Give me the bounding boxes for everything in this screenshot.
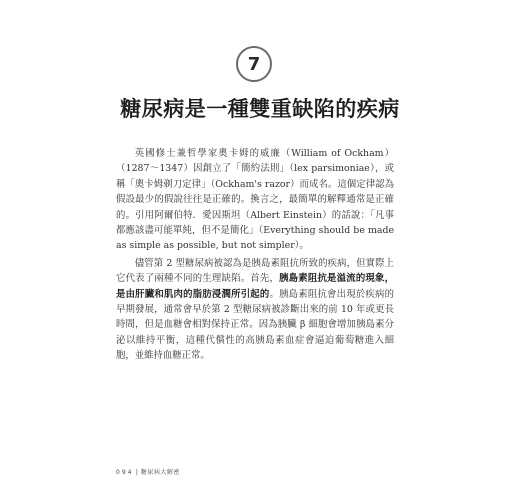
chapter-number-badge: [236, 46, 272, 82]
chapter-number: 7: [247, 53, 261, 75]
paragraph-2-emphasis: 胰島素阻抗是溢流的現象，是由肝臟和肌肉的脂肪浸潤所引起的: [116, 273, 394, 300]
page-footer: [116, 467, 180, 476]
paragraph-1: 英國修士兼哲學家奧卡姆的威廉（William of Ockham）（1287～1347）因創立了「簡約法則」（lex parsimoniae），或稱「奧卡姆剃刀定律」（Ockham's razor）而成名。這個定律認為假設最少的假說往往是正確的。換言之，最簡單的解釋通常是正確的。引用阿爾伯特．愛因斯坦（Albert Einstein）的話說：「凡事都應該盡可能單純，但不是簡化」（Everything should be made as simple as possible, but not simpler）。: [116, 148, 394, 252]
paragraph-2: [116, 256, 394, 364]
body-text: [116, 146, 394, 366]
footer-separator: |: [135, 469, 139, 476]
book-title: 糖尿病大解密: [140, 469, 180, 476]
chapter-title: 糖尿病是一種雙重缺陷的疾病: [120, 97, 400, 121]
paragraph-2-text-b: 。胰島素阻抗會出現於疾病的早期發展，通常會早於第 2 型糖尿病被診斷出來的前 10 年或更長時間，但是血糖會相對保持正常。因為胰臟 β 細胞會增加胰島素分泌以維持平衡，這種代償性的高胰島素血症會逼迫葡萄糖進入細胞，並維持血糖正常。: [116, 288, 394, 362]
page-number: 094: [116, 469, 134, 476]
paragraph-2-text-a: 儘管第 2 型糖尿病被認為是胰島素阻抗所致的疾病，但實際上它代表了兩種不同的生理缺陷。首先，: [116, 257, 394, 285]
